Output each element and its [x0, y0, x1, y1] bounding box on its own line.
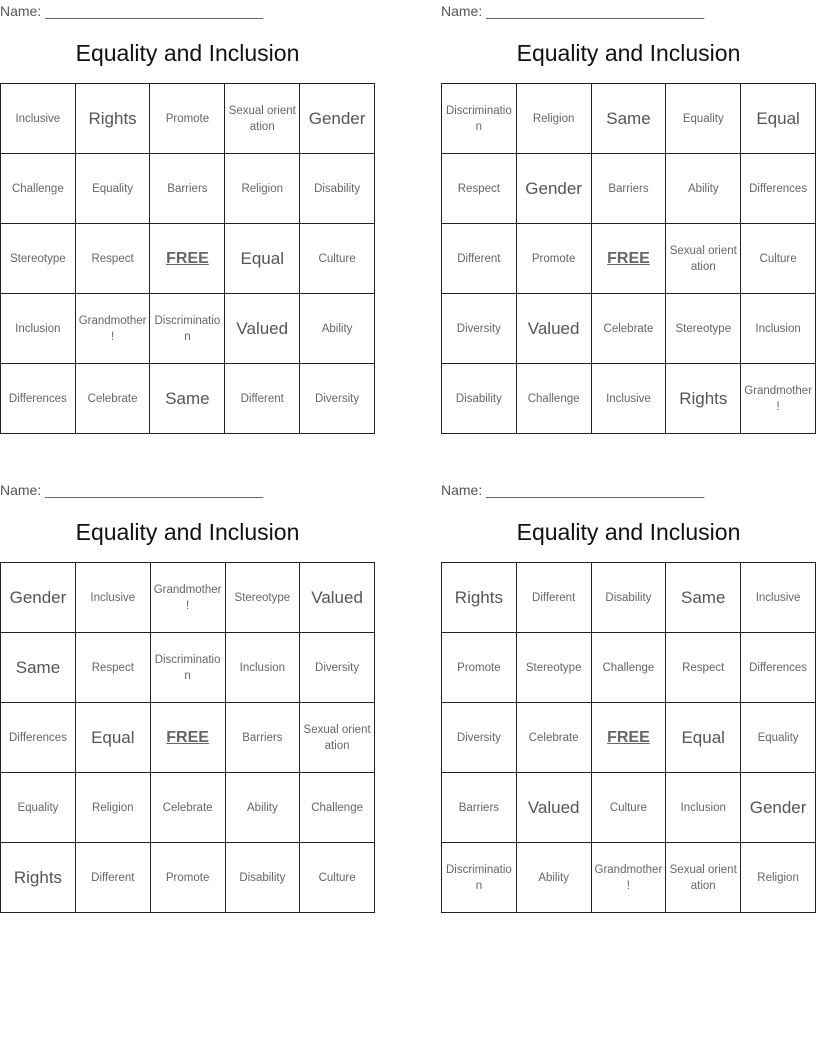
bingo-cell: Inclusion [1, 294, 76, 364]
bingo-cell: Rights [1, 843, 76, 913]
bingo-cell: Differences [741, 154, 816, 224]
bingo-cell: Rights [666, 364, 741, 434]
bingo-cell: Grandmother ! [591, 843, 666, 913]
free-space-cell: FREE [150, 703, 225, 773]
bingo-cell: Stereotype [666, 294, 741, 364]
bingo-cell: Challenge [516, 364, 591, 434]
bingo-cell: Barriers [591, 154, 666, 224]
bingo-cell: Differences [1, 364, 76, 434]
bingo-cell: Inclusive [741, 563, 816, 633]
bingo-cell: Respect [75, 224, 150, 294]
bingo-cell: Different [516, 563, 591, 633]
bingo-cell: Respect [75, 633, 150, 703]
bingo-cell: Diversity [300, 633, 375, 703]
bingo-row [1, 773, 375, 843]
bingo-cell: Equality [666, 84, 741, 154]
bingo-cell: Gender [1, 563, 76, 633]
bingo-cell: Same [150, 364, 225, 434]
bingo-cell: Rights [75, 84, 150, 154]
bingo-cell: Challenge [300, 773, 375, 843]
bingo-cell: Inclusive [591, 364, 666, 434]
name-field-label: Name: ____________________________ [441, 482, 705, 498]
bingo-cell: Barriers [442, 773, 517, 843]
bingo-cell: Barriers [150, 154, 225, 224]
bingo-cell: Differences [741, 633, 816, 703]
bingo-cell: Celebrate [516, 703, 591, 773]
free-space-cell: FREE [591, 224, 666, 294]
bingo-cell: Inclusion [666, 773, 741, 843]
bingo-cell: Equality [741, 703, 816, 773]
bingo-cell: Diversity [300, 364, 375, 434]
bingo-cell: Ability [300, 294, 375, 364]
bingo-row [1, 224, 375, 294]
card-title: Equality and Inclusion [75, 40, 300, 66]
bingo-cell: Religion [516, 84, 591, 154]
bingo-cell: Disability [225, 843, 300, 913]
bingo-cell: Ability [666, 154, 741, 224]
bingo-grid [441, 83, 816, 434]
bingo-row [442, 364, 816, 434]
bingo-cell: Promote [442, 633, 517, 703]
bingo-cell: Inclusive [1, 84, 76, 154]
bingo-cell: Respect [666, 633, 741, 703]
card-title: Equality and Inclusion [516, 519, 741, 545]
bingo-cell: Gender [516, 154, 591, 224]
bingo-cell: Stereotype [225, 563, 300, 633]
bingo-cell: Promote [516, 224, 591, 294]
bingo-cell: Diversity [442, 294, 517, 364]
free-space-cell: FREE [150, 224, 225, 294]
bingo-row [1, 563, 375, 633]
bingo-row [1, 84, 375, 154]
bingo-cell: Promote [150, 84, 225, 154]
bingo-cell: Promote [150, 843, 225, 913]
bingo-cell: Equal [225, 224, 300, 294]
bingo-row [442, 703, 816, 773]
bingo-cell: Religion [225, 154, 300, 224]
bingo-cell: Discrimination [150, 294, 225, 364]
bingo-row [1, 294, 375, 364]
bingo-cell: Diversity [442, 703, 517, 773]
bingo-cell: Equal [666, 703, 741, 773]
bingo-row [1, 154, 375, 224]
bingo-row [442, 773, 816, 843]
bingo-cell: Equality [1, 773, 76, 843]
bingo-cell: Celebrate [591, 294, 666, 364]
bingo-row [442, 563, 816, 633]
name-field-label: Name: ____________________________ [0, 482, 264, 498]
bingo-cell: Inclusion [741, 294, 816, 364]
bingo-row [1, 843, 375, 913]
bingo-row [1, 364, 375, 434]
bingo-row [442, 224, 816, 294]
bingo-row [442, 633, 816, 703]
bingo-row [1, 633, 375, 703]
bingo-cell: Different [225, 364, 300, 434]
bingo-cell: Rights [442, 563, 517, 633]
bingo-cell: Valued [516, 294, 591, 364]
bingo-cell: Same [666, 563, 741, 633]
bingo-cell: Gender [300, 84, 375, 154]
bingo-cell: Barriers [225, 703, 300, 773]
bingo-cell: Sexual orientation [225, 84, 300, 154]
bingo-cell: Culture [741, 224, 816, 294]
bingo-cell: Equality [75, 154, 150, 224]
bingo-cell: Grandmother ! [150, 563, 225, 633]
bingo-cell: Valued [516, 773, 591, 843]
bingo-cell: Differences [1, 703, 76, 773]
bingo-cell: Celebrate [150, 773, 225, 843]
bingo-cell: Valued [300, 563, 375, 633]
bingo-cell: Religion [75, 773, 150, 843]
bingo-cell: Gender [741, 773, 816, 843]
bingo-cell: Equal [75, 703, 150, 773]
bingo-cell: Respect [442, 154, 517, 224]
bingo-cell: Sexual orientation [300, 703, 375, 773]
bingo-cell: Discrimination [150, 633, 225, 703]
bingo-cell: Grandmother ! [741, 364, 816, 434]
bingo-row [442, 294, 816, 364]
bingo-cell: Different [442, 224, 517, 294]
bingo-cell: Culture [300, 843, 375, 913]
card-title: Equality and Inclusion [75, 519, 300, 545]
bingo-grid [441, 562, 816, 913]
bingo-cell: Discrimination [442, 843, 517, 913]
name-field-label: Name: ____________________________ [0, 3, 264, 19]
bingo-cell: Culture [591, 773, 666, 843]
bingo-cell: Stereotype [1, 224, 76, 294]
bingo-cell: Different [75, 843, 150, 913]
bingo-cell: Ability [225, 773, 300, 843]
bingo-cell: Same [1, 633, 76, 703]
free-space-cell: FREE [591, 703, 666, 773]
bingo-cell: Disability [442, 364, 517, 434]
bingo-row [442, 843, 816, 913]
bingo-cell: Sexual orientation [666, 224, 741, 294]
bingo-cell: Disability [300, 154, 375, 224]
bingo-cell: Inclusion [225, 633, 300, 703]
bingo-cell: Stereotype [516, 633, 591, 703]
bingo-cell: Valued [225, 294, 300, 364]
bingo-cell: Discrimination [442, 84, 517, 154]
bingo-grid [0, 83, 375, 434]
bingo-row [1, 703, 375, 773]
bingo-cell: Celebrate [75, 364, 150, 434]
bingo-cell: Grandmother ! [75, 294, 150, 364]
name-field-label: Name: ____________________________ [441, 3, 705, 19]
card-title: Equality and Inclusion [516, 40, 741, 66]
bingo-cell: Sexual orientation [666, 843, 741, 913]
bingo-cell: Challenge [1, 154, 76, 224]
bingo-cell: Inclusive [75, 563, 150, 633]
bingo-cell: Culture [300, 224, 375, 294]
bingo-cell: Challenge [591, 633, 666, 703]
bingo-cell: Same [591, 84, 666, 154]
bingo-cell: Disability [591, 563, 666, 633]
bingo-row [442, 84, 816, 154]
bingo-grid [0, 562, 375, 913]
bingo-cell: Religion [741, 843, 816, 913]
bingo-cell: Ability [516, 843, 591, 913]
bingo-cell: Equal [741, 84, 816, 154]
bingo-row [442, 154, 816, 224]
